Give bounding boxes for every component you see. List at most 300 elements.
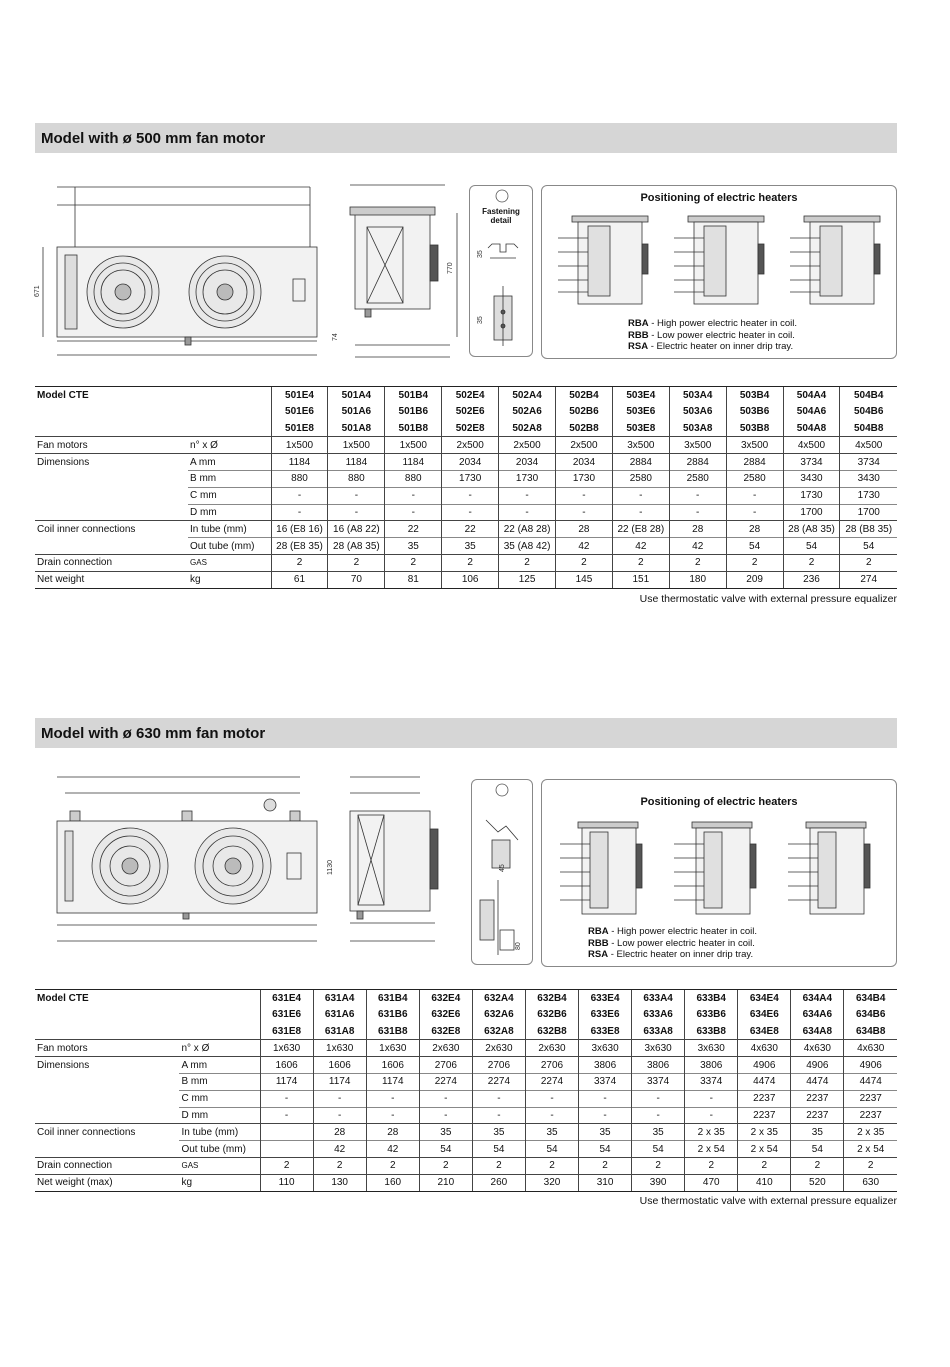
model-cell: 503E4 — [612, 387, 669, 404]
row-sublabel: In tube (mm) — [188, 521, 271, 538]
table-cell: 2706 — [525, 1057, 578, 1074]
table-cell: 35 — [472, 1124, 525, 1141]
table-cell: - — [579, 1107, 632, 1124]
table-cell: 2x500 — [442, 437, 499, 454]
table-cell: 1184 — [385, 454, 442, 471]
row-sublabel: Out tube (mm) — [179, 1141, 260, 1158]
table-row — [35, 1107, 897, 1124]
legend-rba: RBA - High power electric heater in coil. — [628, 318, 797, 329]
table-cell: 28 — [726, 521, 783, 538]
table-row — [35, 538, 897, 555]
fasten-dim-top: 35 — [477, 250, 484, 258]
table-row — [35, 1141, 897, 1158]
model-cell: 502B8 — [556, 420, 613, 437]
table-cell: 2 — [442, 554, 499, 571]
table-cell: - — [632, 1090, 685, 1107]
table-cell: - — [472, 1107, 525, 1124]
table-cell: 4906 — [791, 1057, 844, 1074]
table-cell: 1x630 — [313, 1040, 366, 1057]
table-cell: 2 x 35 — [844, 1124, 897, 1141]
fasten-dim-bottom: 35 — [477, 316, 484, 324]
table-cell: 2 x 54 — [738, 1141, 791, 1158]
table-cell: 3734 — [840, 454, 897, 471]
table-cell: 4x630 — [791, 1040, 844, 1057]
table-cell: 3x500 — [669, 437, 726, 454]
table-cell: 54 — [791, 1141, 844, 1158]
model-cell: 501B8 — [385, 420, 442, 437]
table-cell: 42 — [669, 538, 726, 555]
table-cell: - — [612, 487, 669, 504]
fastening-detail-box — [469, 185, 533, 357]
table-cell: - — [726, 504, 783, 521]
model-cell: 633E8 — [579, 1023, 632, 1040]
table-cell: 2034 — [499, 454, 556, 471]
table-cell: - — [442, 487, 499, 504]
table-cell: 22 — [385, 521, 442, 538]
legend-rbb: RBB - Low power electric heater in coil. — [588, 937, 755, 949]
row-sublabel: A mm — [179, 1057, 260, 1074]
row-label — [35, 538, 188, 555]
model-cell: 632A4 — [472, 990, 525, 1007]
table-cell: 54 — [783, 538, 840, 555]
table-cell: 42 — [556, 538, 613, 555]
table-cell: 35 — [419, 1124, 472, 1141]
table-cell: 2237 — [844, 1090, 897, 1107]
table-cell: 4906 — [738, 1057, 791, 1074]
table-cell: 2 — [385, 554, 442, 571]
table-cell: - — [685, 1107, 738, 1124]
table-cell: 3430 — [783, 470, 840, 487]
table-cell: - — [525, 1090, 578, 1107]
table-cell: - — [313, 1090, 366, 1107]
legend-rsa: RSA - Electric heater on inner drip tray. — [628, 341, 794, 352]
model-cell: 631E4 — [260, 990, 313, 1007]
table-cell: 3374 — [685, 1073, 738, 1090]
table-cell: 1174 — [260, 1073, 313, 1090]
model-cell: 502E6 — [442, 403, 499, 420]
row-label — [35, 1090, 179, 1107]
model-cell: 501E4 — [271, 387, 328, 404]
table-cell: 2 — [783, 554, 840, 571]
table-cell: 3x630 — [579, 1040, 632, 1057]
table-cell: 2706 — [472, 1057, 525, 1074]
table-cell: 1184 — [271, 454, 328, 471]
model-cell: 501B6 — [385, 403, 442, 420]
row-label — [35, 504, 188, 521]
side-view-drawing-630 — [325, 773, 465, 969]
table-cell: 42 — [612, 538, 669, 555]
table-cell: 3806 — [632, 1057, 685, 1074]
table-cell: 2580 — [726, 470, 783, 487]
table-cell: 2 x 54 — [844, 1141, 897, 1158]
table-cell: - — [260, 1090, 313, 1107]
model-cell: 503A8 — [669, 420, 726, 437]
model-cell: 503E8 — [612, 420, 669, 437]
table-cell: 1730 — [442, 470, 499, 487]
section-title-500: Model with ø 500 mm fan motor — [35, 123, 897, 153]
table-cell: 16 (A8 22) — [328, 521, 385, 538]
model-cell: 501A4 — [328, 387, 385, 404]
table-cell: 1730 — [783, 487, 840, 504]
table-cell: 2884 — [726, 454, 783, 471]
row-sublabel: GAS — [179, 1157, 260, 1174]
table-cell: 3374 — [632, 1073, 685, 1090]
table-cell: 260 — [472, 1174, 525, 1191]
table-cell: - — [579, 1090, 632, 1107]
table-cell: 61 — [271, 571, 328, 588]
model-cell: 502E4 — [442, 387, 499, 404]
section-500mm — [34, 123, 897, 605]
table-row — [35, 1157, 897, 1174]
table-cell: 1174 — [313, 1073, 366, 1090]
table-cell: 1x500 — [271, 437, 328, 454]
table-cell: 54 — [419, 1141, 472, 1158]
row-sublabel: B mm — [188, 470, 271, 487]
table-cell: 1x630 — [366, 1040, 419, 1057]
table-cell: - — [385, 487, 442, 504]
table-cell: 3430 — [840, 470, 897, 487]
table-cell: 4474 — [791, 1073, 844, 1090]
table-cell: 2 — [632, 1157, 685, 1174]
row-label: Net weight (max) — [35, 1174, 179, 1191]
table-cell: 390 — [632, 1174, 685, 1191]
table-cell: 22 (E8 28) — [612, 521, 669, 538]
model-cell: 634E6 — [738, 1006, 791, 1023]
table-row — [35, 1040, 897, 1057]
table-cell: 2 — [260, 1157, 313, 1174]
table-cell: 2237 — [844, 1107, 897, 1124]
legend-rbb: RBB - Low power electric heater in coil. — [628, 329, 795, 341]
table-cell: 16 (E8 16) — [271, 521, 328, 538]
model-cell: 503B4 — [726, 387, 783, 404]
table-cell: - — [556, 487, 613, 504]
table-cell: 1730 — [499, 470, 556, 487]
table-cell: 28 — [366, 1124, 419, 1141]
model-cell: 501E6 — [271, 403, 328, 420]
model-cell: 634B6 — [844, 1006, 897, 1023]
table-cell: - — [499, 487, 556, 504]
model-cell: 504B6 — [840, 403, 897, 420]
row-sublabel: A mm — [188, 454, 271, 471]
fasten-dim-b: 80 — [515, 942, 522, 950]
section-title-630: Model with ø 630 mm fan motor — [35, 718, 897, 748]
table-cell: 35 (A8 42) — [499, 538, 556, 555]
table-cell: - — [260, 1107, 313, 1124]
table-cell: - — [366, 1090, 419, 1107]
table-cell: 35 — [525, 1124, 578, 1141]
table-cell: 42 — [313, 1141, 366, 1158]
table-cell: 2 — [840, 554, 897, 571]
table-cell: 2x630 — [472, 1040, 525, 1057]
table-cell: 180 — [669, 571, 726, 588]
table-cell: - — [669, 487, 726, 504]
heaters-legend-630 — [588, 926, 757, 961]
table-cell: 2 — [738, 1157, 791, 1174]
model-cell: 501B4 — [385, 387, 442, 404]
row-label — [35, 1141, 179, 1158]
table-cell: 3734 — [783, 454, 840, 471]
table-cell: 1730 — [556, 470, 613, 487]
table-cell: 520 — [791, 1174, 844, 1191]
dim-depth-500: 770 — [447, 262, 454, 274]
table-cell: 880 — [328, 470, 385, 487]
row-sublabel: kg — [188, 571, 271, 588]
table-cell: 2237 — [791, 1090, 844, 1107]
model-cell: 633A4 — [632, 990, 685, 1007]
spec-table-500 — [35, 386, 897, 589]
model-cell: 632B6 — [525, 1006, 578, 1023]
row-label: Fan motors — [35, 1040, 179, 1057]
row-label: Drain connection — [35, 1157, 179, 1174]
dim-bottom-500: 74 — [332, 333, 339, 341]
model-cell: 633B6 — [685, 1006, 738, 1023]
table-cell: - — [271, 487, 328, 504]
model-cell: 633B4 — [685, 990, 738, 1007]
row-label: Dimensions — [35, 454, 188, 471]
model-cell: 633A6 — [632, 1006, 685, 1023]
table-cell: 2274 — [419, 1073, 472, 1090]
model-cell: 504B4 — [840, 387, 897, 404]
table-cell: 2 — [499, 554, 556, 571]
row-sublabel: n° x Ø — [179, 1040, 260, 1057]
table-row — [35, 437, 897, 454]
model-cell: 632B4 — [525, 990, 578, 1007]
table-cell: - — [328, 504, 385, 521]
table-cell: - — [525, 1107, 578, 1124]
table-cell: 3x500 — [726, 437, 783, 454]
table-cell: 151 — [612, 571, 669, 588]
legend-rsa: RSA - Electric heater on inner drip tray. — [588, 949, 754, 960]
row-label: Drain connection — [35, 554, 188, 571]
table-cell: 2x630 — [419, 1040, 472, 1057]
table-cell: 880 — [385, 470, 442, 487]
table-cell: 1184 — [328, 454, 385, 471]
front-view-drawing-630 — [35, 773, 325, 969]
table-cell: 106 — [442, 571, 499, 588]
table-cell: 54 — [632, 1141, 685, 1158]
table-cell: - — [556, 504, 613, 521]
table-cell: 2 x 54 — [685, 1141, 738, 1158]
table-cell: 4474 — [844, 1073, 897, 1090]
drawings-630 — [35, 773, 897, 969]
table-cell: 2 — [366, 1157, 419, 1174]
model-cell: 501E8 — [271, 420, 328, 437]
row-sublabel: In tube (mm) — [179, 1124, 260, 1141]
table-cell: - — [385, 504, 442, 521]
table-row — [35, 1174, 897, 1191]
table-cell: 2237 — [738, 1090, 791, 1107]
model-cell: 504A8 — [783, 420, 840, 437]
row-label: Coil inner connections — [35, 1124, 179, 1141]
table-row — [35, 571, 897, 588]
table-cell: 3x630 — [685, 1040, 738, 1057]
model-cell: 502B6 — [556, 403, 613, 420]
table-cell: 2 — [328, 554, 385, 571]
model-cell: 632A8 — [472, 1023, 525, 1040]
table-cell: 2 — [612, 554, 669, 571]
table-cell: 35 — [632, 1124, 685, 1141]
model-cell: 633E4 — [579, 990, 632, 1007]
table-cell: 1x630 — [260, 1040, 313, 1057]
table-cell: 2 — [313, 1157, 366, 1174]
model-cell: 502A4 — [499, 387, 556, 404]
table-cell: 130 — [313, 1174, 366, 1191]
table-cell: 1730 — [840, 487, 897, 504]
table-cell: 1606 — [313, 1057, 366, 1074]
model-cell: 632B8 — [525, 1023, 578, 1040]
table-row — [35, 1073, 897, 1090]
table-cell: 2237 — [791, 1107, 844, 1124]
table-header-label: Model CTE — [35, 990, 179, 1007]
table-cell: 2580 — [612, 470, 669, 487]
table-cell: 28 — [313, 1124, 366, 1141]
table-row — [35, 487, 897, 504]
table-cell: 2 — [472, 1157, 525, 1174]
table-cell: 2 — [685, 1157, 738, 1174]
table-note-630: Use thermostatic valve with external pressure equalizer — [639, 1195, 897, 1207]
model-cell: 503B8 — [726, 420, 783, 437]
table-cell: - — [442, 504, 499, 521]
table-cell: - — [685, 1090, 738, 1107]
model-cell: 634A6 — [791, 1006, 844, 1023]
table-cell: - — [271, 504, 328, 521]
table-cell: - — [499, 504, 556, 521]
model-cell: 502B4 — [556, 387, 613, 404]
heaters-box-630 — [541, 779, 897, 967]
fastening-detail-title: Fastening detail — [482, 207, 520, 225]
table-cell: 2 — [419, 1157, 472, 1174]
row-label — [35, 487, 188, 504]
table-cell: 3x630 — [632, 1040, 685, 1057]
table-cell: 2 — [556, 554, 613, 571]
table-cell: 160 — [366, 1174, 419, 1191]
row-sublabel: D mm — [179, 1107, 260, 1124]
table-cell: 2 — [525, 1157, 578, 1174]
table-cell: 35 — [791, 1124, 844, 1141]
table-cell: 2 — [579, 1157, 632, 1174]
table-cell: 274 — [840, 571, 897, 588]
table-cell: - — [419, 1090, 472, 1107]
table-cell: 28 (A8 35) — [783, 521, 840, 538]
table-cell: 54 — [525, 1141, 578, 1158]
row-label: Dimensions — [35, 1057, 179, 1074]
legend-rba: RBA - High power electric heater in coil. — [588, 926, 757, 937]
table-cell: 42 — [366, 1141, 419, 1158]
table-cell: 2274 — [472, 1073, 525, 1090]
table-cell: - — [669, 504, 726, 521]
dim-depth-630: 1130 — [327, 859, 334, 875]
model-cell: 631B4 — [366, 990, 419, 1007]
table-cell: 2274 — [525, 1073, 578, 1090]
model-cell: 503A6 — [669, 403, 726, 420]
table-cell: 2706 — [419, 1057, 472, 1074]
table-cell: - — [726, 487, 783, 504]
table-row — [35, 1090, 897, 1107]
model-cell: 632E6 — [419, 1006, 472, 1023]
table-cell: 81 — [385, 571, 442, 588]
table-cell: 2x500 — [499, 437, 556, 454]
table-cell: 28 — [556, 521, 613, 538]
row-label — [35, 1073, 179, 1090]
table-row — [35, 1057, 897, 1074]
row-sublabel: B mm — [179, 1073, 260, 1090]
table-cell: 125 — [499, 571, 556, 588]
table-cell: 4474 — [738, 1073, 791, 1090]
heaters-title-630: Positioning of electric heaters — [640, 796, 798, 808]
model-cell: 632A6 — [472, 1006, 525, 1023]
table-cell: 4x630 — [844, 1040, 897, 1057]
fastening-detail-box-630 — [471, 779, 533, 965]
model-cell: 633A8 — [632, 1023, 685, 1040]
table-cell: 2 — [271, 554, 328, 571]
table-cell: 470 — [685, 1174, 738, 1191]
table-cell: 1700 — [783, 504, 840, 521]
table-cell: 1x500 — [385, 437, 442, 454]
model-cell: 631B6 — [366, 1006, 419, 1023]
model-cell: 631A6 — [313, 1006, 366, 1023]
table-row — [35, 470, 897, 487]
spec-table-630 — [35, 989, 897, 1192]
table-cell: 2 — [669, 554, 726, 571]
table-cell: 54 — [726, 538, 783, 555]
model-cell: 504A6 — [783, 403, 840, 420]
table-cell: 145 — [556, 571, 613, 588]
model-cell: 504A4 — [783, 387, 840, 404]
table-cell: - — [612, 504, 669, 521]
model-cell: 504B8 — [840, 420, 897, 437]
table-cell: 110 — [260, 1174, 313, 1191]
model-cell: 633B8 — [685, 1023, 738, 1040]
table-cell: 54 — [579, 1141, 632, 1158]
model-cell: 631B8 — [366, 1023, 419, 1040]
table-row — [35, 504, 897, 521]
table-cell: 3806 — [685, 1057, 738, 1074]
table-cell — [260, 1141, 313, 1158]
model-cell: 634A4 — [791, 990, 844, 1007]
row-label: Fan motors — [35, 437, 188, 454]
table-cell: 320 — [525, 1174, 578, 1191]
row-sublabel: GAS — [188, 554, 271, 571]
model-cell: 634A8 — [791, 1023, 844, 1040]
table-cell: - — [313, 1107, 366, 1124]
table-cell: 35 — [442, 538, 499, 555]
model-cell: 631E6 — [260, 1006, 313, 1023]
table-cell: 410 — [738, 1174, 791, 1191]
model-cell: 633E6 — [579, 1006, 632, 1023]
table-cell: 236 — [783, 571, 840, 588]
row-label — [35, 1107, 179, 1124]
table-cell: 35 — [579, 1124, 632, 1141]
model-cell: 502E8 — [442, 420, 499, 437]
table-cell: 2034 — [442, 454, 499, 471]
table-cell: 3x500 — [612, 437, 669, 454]
table-cell: 4x500 — [783, 437, 840, 454]
table-cell: 4x500 — [840, 437, 897, 454]
front-view-drawing-500 — [35, 177, 325, 367]
table-cell: 54 — [840, 538, 897, 555]
table-cell: 1700 — [840, 504, 897, 521]
table-cell: 2x500 — [556, 437, 613, 454]
table-cell: 28 — [669, 521, 726, 538]
row-sublabel: Out tube (mm) — [188, 538, 271, 555]
table-cell — [260, 1124, 313, 1141]
model-cell: 503A4 — [669, 387, 726, 404]
table-cell: 28 (A8 35) — [328, 538, 385, 555]
table-cell: 35 — [385, 538, 442, 555]
model-cell: 634E4 — [738, 990, 791, 1007]
table-cell: 1606 — [260, 1057, 313, 1074]
model-cell: 632E8 — [419, 1023, 472, 1040]
